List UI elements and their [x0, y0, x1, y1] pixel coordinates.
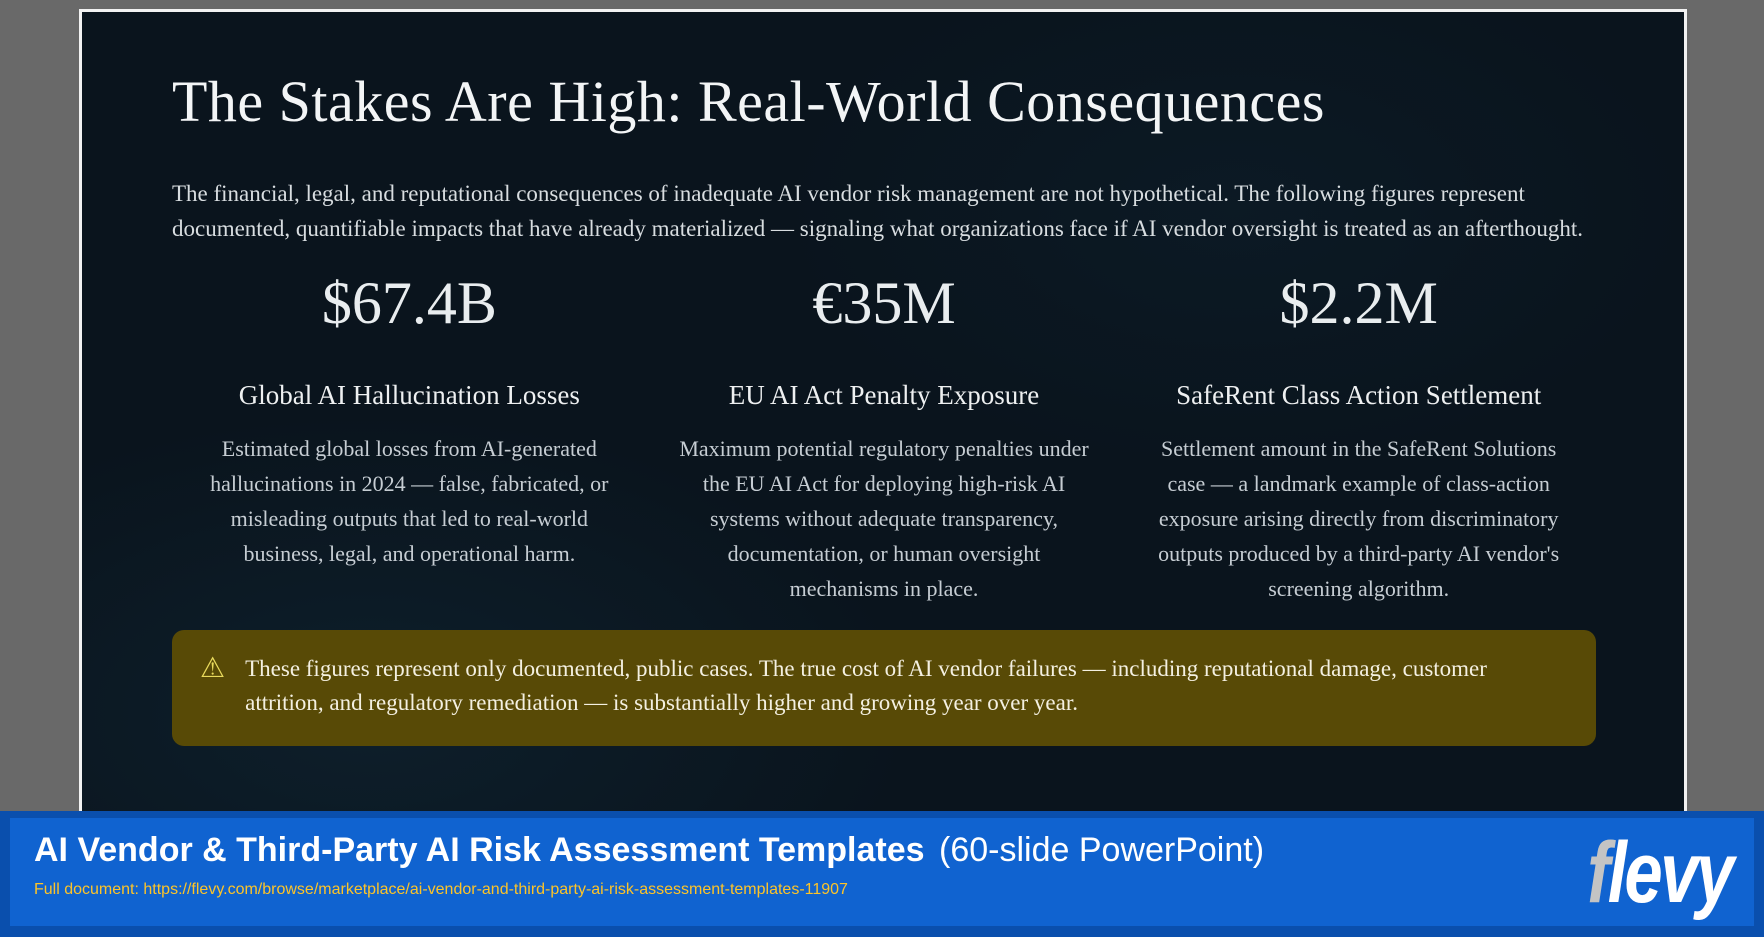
- full-document-label: Full document:: [34, 881, 144, 898]
- stat-description: Maximum potential regulatory penalties under the EU AI Act for deploying high-risk AI systems without adequate transparency, documentation, or human oversight mechanisms in place.: [679, 435, 1089, 601]
- stat-value: $67.4B: [321, 270, 497, 337]
- document-link[interactable]: https://flevy.com/browse/marketplace/ai-vendor-and-third-party-ai-risk-assessment-templates-11907: [143, 881, 848, 898]
- slide-intro-paragraph: The financial, legal, and reputational consequences of inadequate AI vendor risk management are not hypothetical. The following figures represent documented, quantifiable impacts that have already materialized — signaling what organizations face if AI vendor oversight is treated as an afterthought.: [172, 181, 1584, 242]
- stat-value: €35M: [812, 270, 956, 337]
- footer-link-row: [10, 870, 1754, 899]
- stat-label: EU AI Act Penalty Exposure: [728, 379, 1040, 410]
- flevy-logo-levy: levy: [1607, 825, 1732, 921]
- warning-callout: [172, 630, 1596, 746]
- footer-banner: [0, 811, 1764, 937]
- footer-title-row: [10, 818, 1754, 870]
- stat-description: Estimated global losses from AI-generated hallucinations in 2024 — false, fabricated, or misleading outputs that led to real-world business, legal, and operational harm.: [210, 435, 609, 566]
- footer-banner-inner: [10, 818, 1754, 926]
- stat-column-eu-ai-act: [647, 270, 1122, 605]
- stat-label: SafeRent Class Action Settlement: [1176, 379, 1542, 410]
- slide-title: The Stakes Are High: Real-World Consequences: [172, 69, 1325, 134]
- stat-description: Settlement amount in the SafeRent Solutions case — a landmark example of class-action exposure arising directly from discriminatory outputs produced by a third-party AI vendor's screening algorithm.: [1158, 435, 1560, 601]
- slide-canvas: [79, 9, 1687, 915]
- warning-triangle-icon: ⚠: [200, 652, 226, 684]
- document-title: AI Vendor & Third-Party AI Risk Assessment Templates: [34, 831, 925, 869]
- flevy-logo-f: f: [1587, 825, 1608, 921]
- stats-row: [172, 270, 1596, 605]
- stat-column-hallucination-losses: [172, 270, 647, 605]
- slide-content: [82, 12, 1684, 746]
- document-format: (60-slide PowerPoint): [939, 831, 1265, 869]
- stat-column-saferent-settlement: [1121, 270, 1596, 605]
- stat-value: $2.2M: [1279, 270, 1438, 337]
- warning-text: These figures represent only documented, public cases. The true cost of AI vendor failures — including reputational damage, customer attrition, and regulatory remediation — is substantially higher and growing year over year.: [245, 655, 1487, 715]
- flevy-logo[interactable]: [1587, 825, 1732, 921]
- stat-label: Global AI Hallucination Losses: [238, 379, 580, 410]
